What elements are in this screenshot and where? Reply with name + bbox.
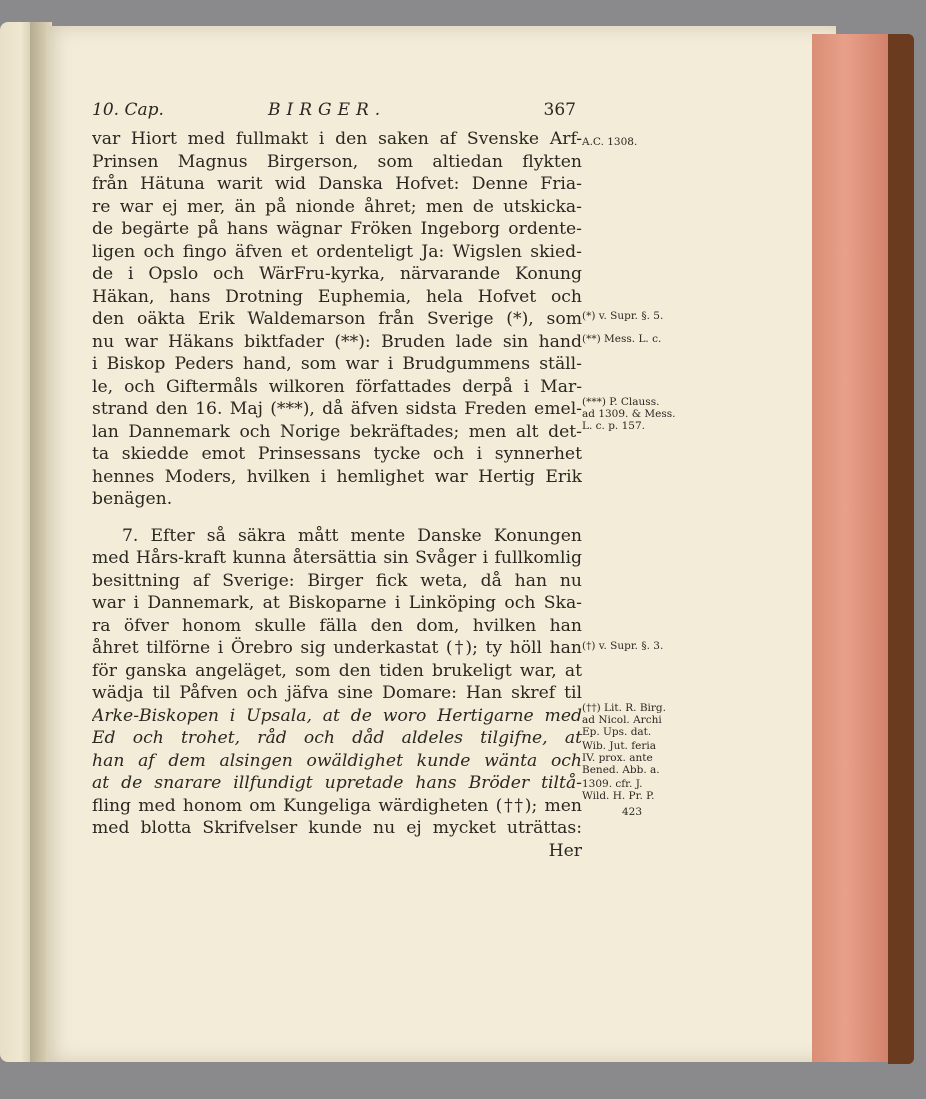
text-line: de begärte på hans wägnar Fröken Ingeborg ordente- bbox=[92, 219, 582, 239]
text-line: strand den 16. Maj (***), då äfven sidsta Freden emel- bbox=[92, 399, 582, 419]
main-text bbox=[92, 128, 582, 862]
text-line: re war ej mer, än på nionde åhret; men de utskicka- bbox=[92, 196, 582, 217]
text-line: med Hårs-kraft kunna återsättia sin Svåger i fullkomlig bbox=[92, 548, 582, 568]
running-head: BIRGER. bbox=[268, 100, 387, 120]
page-fore-edge bbox=[812, 34, 894, 1062]
paragraph-2 bbox=[92, 525, 582, 863]
margin-note: Bened. Abb. a. bbox=[582, 764, 660, 776]
text-line: han af dem alsingen owäldighet kunde wänta och bbox=[92, 750, 582, 771]
text-line: i Biskop Peders hand, som war i Brudgummens ställ- bbox=[92, 354, 582, 374]
text-line: benägen. bbox=[92, 489, 173, 509]
chapter-label: 10. Cap. bbox=[92, 100, 164, 120]
text-line: le, och Giftermåls wilkoren författades derpå i Mar- bbox=[92, 376, 582, 397]
margin-note: Wild. H. Pr. P. bbox=[582, 790, 655, 802]
margin-note: 423 bbox=[622, 806, 643, 818]
paragraph-1 bbox=[92, 128, 582, 511]
margin-note: Ep. Ups. dat. bbox=[582, 726, 652, 738]
text-line: besittning af Sverige: Birger fick weta, då han nu bbox=[92, 570, 582, 591]
text-line: lan Dannemark och Norige bekräftades; men alt det- bbox=[92, 421, 582, 442]
margin-note: (**) Mess. L. c. bbox=[582, 333, 662, 345]
margin-note: 1309. cfr. J. bbox=[582, 778, 643, 790]
text-line: ligen och fingo äfven et ordenteligt Ja: Wigslen skied- bbox=[92, 241, 582, 262]
text-line: Arke-Biskopen i Upsala, at de woro Hertigarne med bbox=[92, 705, 582, 726]
catchword: Her bbox=[548, 840, 582, 861]
margin-note: (*) v. Supr. §. 5. bbox=[582, 310, 664, 322]
margin-note: Wib. Jut. feria bbox=[582, 740, 656, 752]
text-line: 7. Efter så säkra mått mente Danske Konungen bbox=[122, 525, 582, 546]
margin-note: (***) P. Clauss. bbox=[582, 396, 660, 408]
text-line: de i Opslo och WärFru-kyrka, närvarande Konung bbox=[92, 264, 582, 284]
text-line: med blotta Skrifvelser kunde nu ej mycket uträttas: bbox=[92, 818, 582, 838]
page-number: 367 bbox=[543, 100, 576, 120]
margin-note: (†) v. Supr. §. 3. bbox=[582, 640, 664, 652]
text-line: Häkan, hans Drotning Euphemia, hela Hofvet och bbox=[92, 286, 582, 307]
text-line: hennes Moders, hvilken i hemlighet war Hertig Erik bbox=[92, 466, 582, 487]
margin-note: (††) Lit. R. Birg. bbox=[582, 702, 666, 714]
margin-note: ad Nicol. Archi bbox=[582, 714, 662, 726]
text-line: ta skiedde emot Prinsessans tycke och i synnerhet bbox=[92, 444, 582, 464]
margin-note: A.C. 1308. bbox=[582, 136, 638, 148]
text-line: war i Dannemark, at Biskoparne i Linköping och Ska- bbox=[92, 593, 582, 613]
text-line: från Hätuna warit wid Danska Hofvet: Denne Fria- bbox=[92, 174, 582, 194]
text-line: var Hiort med fullmakt i den saken af Svenske Arf- bbox=[92, 129, 582, 149]
text-line: at de snarare illfundigt upretade hans Bröder tiltå- bbox=[92, 773, 582, 793]
text-line: ra öfver honom skulle fälla den dom, hvilken han bbox=[92, 615, 582, 636]
margin-note: IV. prox. ante bbox=[582, 752, 653, 764]
page-header bbox=[92, 100, 576, 124]
text-line: Prinsen Magnus Birgerson, som altiedan flykten bbox=[92, 151, 582, 172]
text-line: den oäkta Erik Waldemarson från Sverige (*), som bbox=[92, 309, 582, 329]
text-line: wädja til Påfven och jäfva sine Domare: Han skref til bbox=[92, 683, 582, 703]
text-line: nu war Häkans biktfader (**): Bruden lade sin hand bbox=[92, 331, 582, 352]
margin-note: L. c. p. 157. bbox=[582, 420, 645, 432]
book-cover-edge bbox=[888, 34, 914, 1064]
margin-note: ad 1309. & Mess. bbox=[582, 408, 676, 420]
text-line: fling med honom om Kungeliga wärdigheten (††); men bbox=[92, 795, 582, 816]
text-line: åhret tilförne i Örebro sig underkastat (†); ty höll han bbox=[92, 638, 582, 658]
text-line: Ed och trohet, råd och dåd aldeles tilgifne, at bbox=[92, 728, 582, 748]
text-line: för ganska angeläget, som den tiden brukeligt war, at bbox=[92, 660, 582, 681]
